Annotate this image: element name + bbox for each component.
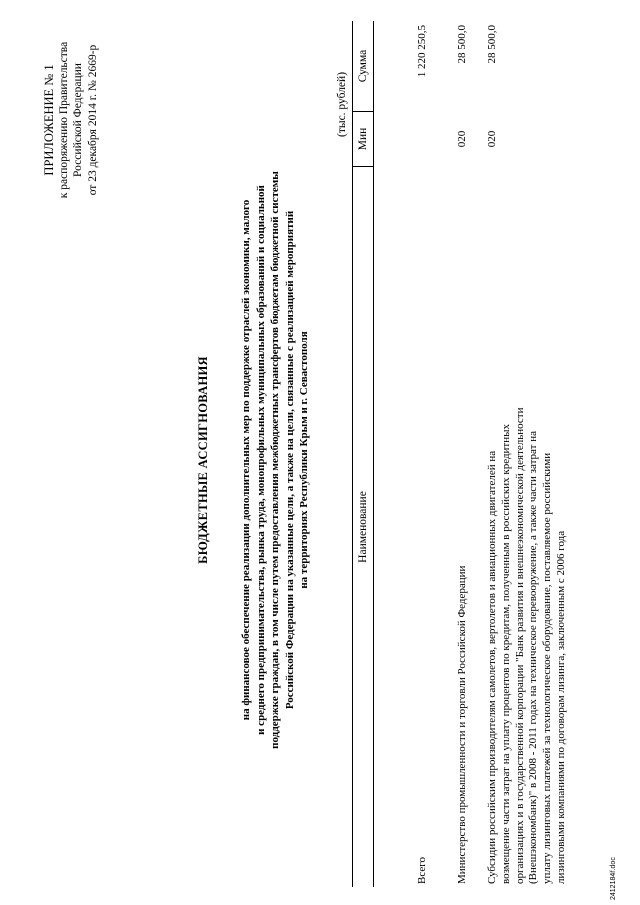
title-line-1: на финансовое обеспечение реализации дополнительных мер по поддержке отраслей экономики, малого — [240, 199, 252, 721]
column-header-name: Наименование — [353, 167, 374, 888]
title-line-4: Российской Федерации на указанные цели, а также на цели, связанные с реализацией мероприятий — [283, 210, 296, 710]
table-header-row — [353, 21, 374, 887]
title-line-2: и среднего предпринимательства, рынка труда, монопрофильных муниципальных образований и социальной — [254, 185, 267, 735]
row-name: Министерство промышленности и торговли Российской Федерации — [456, 565, 468, 884]
title-line-5: на территориях Республики Крым и г. Севастополя — [298, 331, 311, 589]
row-name-line: уплату лизинговых платежей за технологическое оборудование, поставляемое российскими — [541, 452, 554, 884]
row-name: Всего — [416, 857, 428, 884]
row-min — [374, 112, 431, 167]
row-name-line: (Внешэкономбанк)" в 2008 - 2011 годах на техническое перевооружение, а также части затрат на — [527, 431, 540, 884]
appendix-line-3: Российской Федерации — [72, 63, 84, 177]
title-line-3: поддержке граждан, в том числе путем предоставления межбюджетных трансфертов бюджетам бюджетной системы — [269, 171, 282, 749]
row-sum: 28 500,0 — [456, 25, 468, 64]
column-header-min: Мин — [353, 112, 374, 167]
table-row-subsidy — [470, 21, 569, 887]
row-sum: 28 500,0 — [486, 25, 498, 64]
appendix-header — [42, 35, 100, 205]
table-row-ministry — [430, 21, 470, 887]
title-heading: БЮДЖЕТНЫЕ АССИГНОВАНИЯ — [196, 356, 210, 564]
column-header-sum: Сумма — [353, 21, 374, 112]
appendix-line-2: к распоряжению Правительства — [57, 41, 70, 199]
allocations-table — [352, 21, 569, 887]
row-name-line: Субсидии российским производителям самолетов, вертолетов и авиационных двигателей на — [486, 450, 498, 884]
row-name-line: организациях и в государственной корпорации "Банк развития и внешнеэкономической деятельности — [513, 407, 526, 884]
document-title — [196, 110, 312, 810]
appendix-number: ПРИЛОЖЕНИЕ № 1 — [42, 64, 56, 176]
row-name-line: лизинговыми компаниями по договорам лизинга, заключенным с 2006 года — [554, 530, 567, 884]
row-min: 020 — [486, 130, 498, 148]
row-name-multiline — [470, 167, 569, 888]
row-sum: 1 220 250,5 — [416, 25, 428, 78]
document-file-id: 2412184ř.doc — [610, 857, 617, 900]
appendix-line-4: от 23 декабря 2014 г. № 2669-р — [86, 44, 99, 196]
table-row-total — [374, 21, 431, 887]
row-name-line: возмещение части затрат на уплату процентов по кредитам, полученным в российских кредитных — [499, 423, 512, 884]
row-min: 020 — [456, 130, 468, 148]
units-label: (тыс. рублей) — [336, 71, 348, 137]
